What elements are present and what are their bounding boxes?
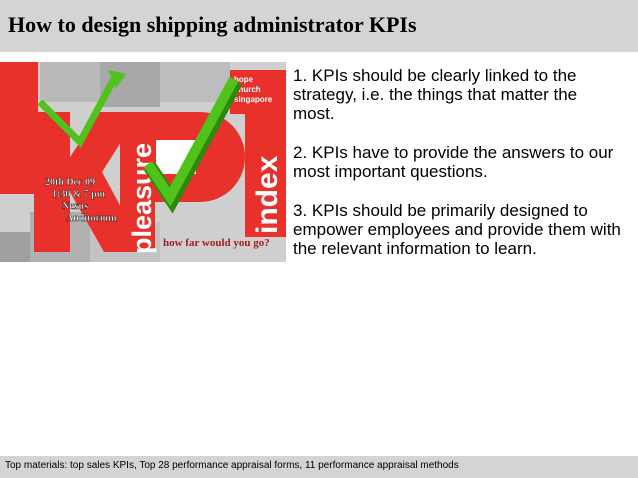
date-line-1: 20th Dec 09 (45, 177, 95, 188)
org-line-1: hope (234, 75, 254, 84)
kpi-poster-image (0, 62, 286, 262)
kpi-point-2: 2. KPIs have to provide the answers to our most important questions. (293, 143, 614, 181)
venue-line-1: Nexus (62, 201, 89, 212)
org-line-3: singapore (234, 95, 273, 104)
venue-line-2: Auditorium (66, 213, 117, 224)
kpi-point-1: 1. KPIs should be clearly linked to the strategy, i.e. the things that matter the most. (293, 66, 578, 123)
key-strip (0, 62, 38, 194)
date-line-2: 1:30 & 7 pm (52, 189, 106, 200)
collage-photo (0, 232, 30, 262)
org-line-2: church (234, 85, 261, 94)
poster-word-pleasure: pleasure (127, 142, 157, 254)
poster-tagline: how far would you go? (163, 237, 270, 249)
footer-bar (0, 456, 638, 478)
footer-text: Top materials: top sales KPIs, Top 28 performance appraisal forms, 11 performance appraisal methods (5, 460, 459, 471)
kpi-points-list (293, 66, 623, 278)
kpi-point-3: 3. KPIs should be primarily designed to empower employees and provide them with the relevant information to learn. (293, 201, 621, 258)
title-bar (0, 0, 638, 52)
collage-photo (40, 62, 100, 102)
poster-word-index: index (251, 155, 284, 234)
slide-title: How to design shipping administrator KPIs (8, 12, 417, 37)
